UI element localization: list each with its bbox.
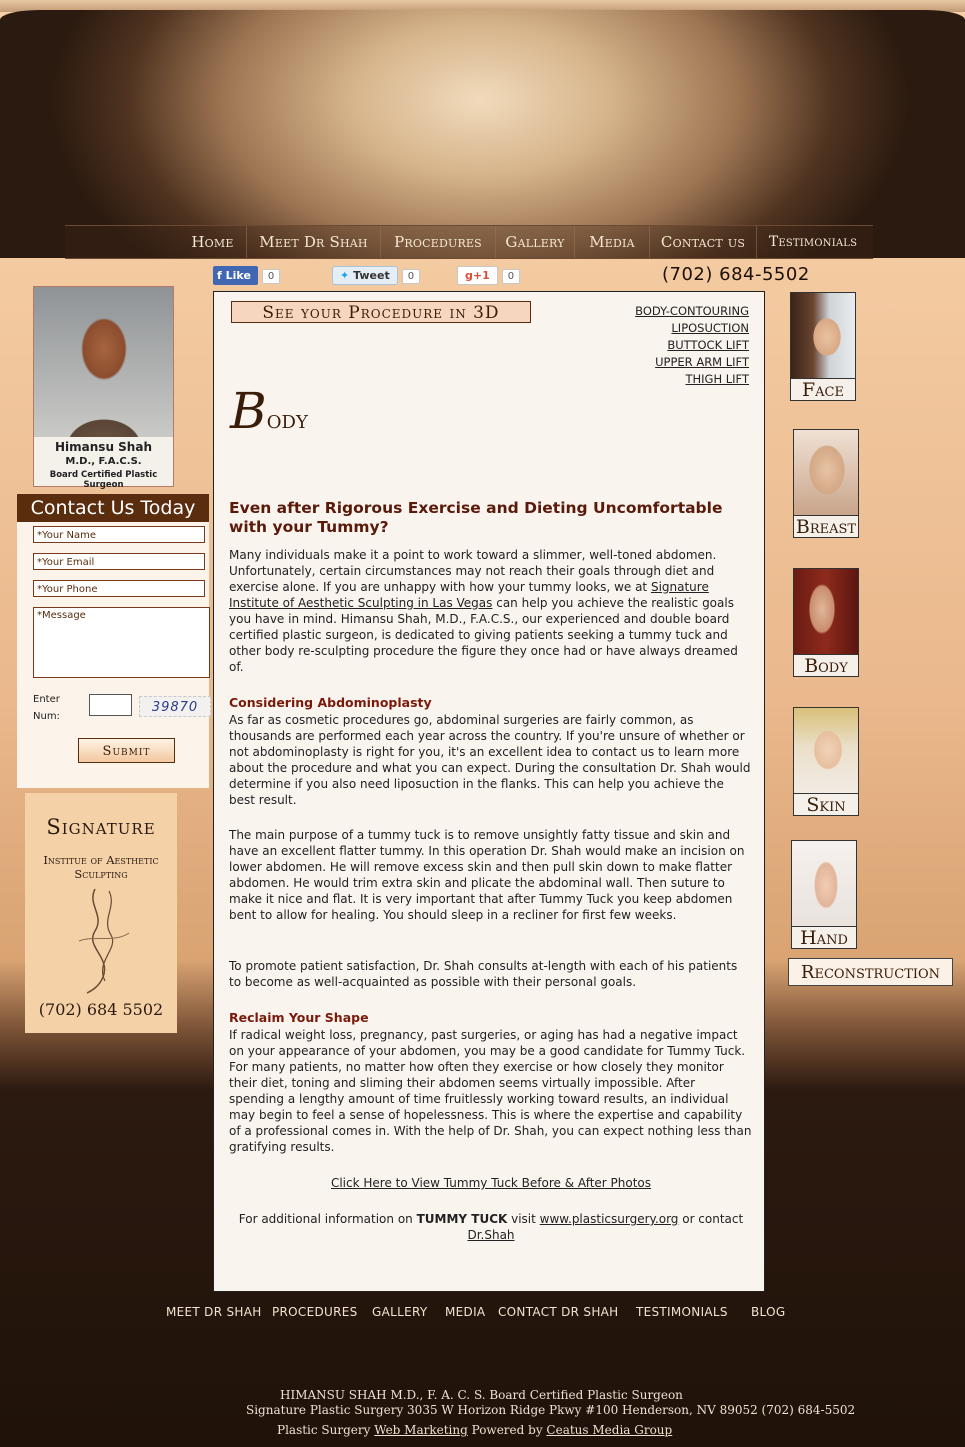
tweet-count: 0 <box>402 269 420 284</box>
category-body[interactable] <box>793 568 859 677</box>
doctor-photo-card[interactable] <box>33 286 174 490</box>
page-title-initial: B <box>230 382 267 440</box>
twitter-bird-icon: ✦ <box>340 269 350 282</box>
nav-contact-us[interactable]: Contact us <box>649 226 756 258</box>
footer-link-contact[interactable]: CONTACT DR SHAH <box>498 1305 619 1319</box>
body-image <box>794 569 858 655</box>
footer-link-media[interactable]: MEDIA <box>445 1305 486 1319</box>
procedure-3d-button[interactable]: See your Procedure in 3D <box>231 301 531 323</box>
info-text-a: For additional information on <box>238 1212 417 1226</box>
plusone-count: 0 <box>502 269 520 284</box>
message-field[interactable]: *Message <box>33 607 210 678</box>
category-skin-label: Skin <box>794 793 858 815</box>
link-liposuction[interactable]: LIPOSUCTION <box>671 321 749 335</box>
before-after-photos-link-row <box>229 1175 753 1191</box>
captcha-input[interactable] <box>89 694 132 716</box>
main-nav <box>65 225 873 259</box>
subheading-abdominoplasty: Considering Abdominoplasty <box>229 695 432 710</box>
category-face[interactable] <box>790 292 856 401</box>
subheading-reclaim-shape: Reclaim Your Shape <box>229 1010 369 1025</box>
like-label: Like <box>225 269 251 282</box>
header-phone[interactable]: (702) 684-5502 <box>662 264 810 285</box>
doctor-name: Himansu Shah <box>55 440 152 454</box>
submit-button[interactable]: Submit <box>78 738 175 763</box>
page-title-rest: ody <box>266 405 308 435</box>
footer-link-procedures[interactable]: PROCEDURES <box>272 1305 358 1319</box>
category-breast[interactable] <box>793 429 859 538</box>
doctor-title: Board Certified Plastic Surgeon <box>49 470 158 490</box>
facebook-icon: f <box>217 269 222 282</box>
ceatus-media-link[interactable]: Ceatus Media Group <box>546 1423 673 1437</box>
footer-link-testimonials[interactable]: TESTIMONIALS <box>636 1305 728 1319</box>
doctor-credentials: M.D., F.A.C.S. <box>65 456 142 467</box>
signature-subtitle: Institue of Aesthetic Sculpting <box>43 853 159 881</box>
footer-doctor-line: HIMANSU SHAH M.D., F. A. C. S. Board Certified Plastic Surgeon <box>280 1388 683 1402</box>
category-skin[interactable] <box>793 707 859 816</box>
facebook-like-button[interactable] <box>213 266 258 285</box>
captcha-label: Enter Num: <box>33 694 60 722</box>
satisfaction-paragraph: To promote patient satisfaction, Dr. Shah consults at-length with each of his patients to become as well-acquainted as possible with their personal goals. <box>229 959 738 989</box>
google-plus-widget[interactable] <box>457 266 520 286</box>
category-breast-label: Breast <box>795 516 857 538</box>
google-g-icon: g <box>465 269 473 282</box>
category-body-label: Body <box>794 654 858 676</box>
dr-shah-link[interactable]: Dr.Shah <box>467 1228 515 1242</box>
footer-address-line: Signature Plastic Surgery 3035 W Horizon Ridge Pkwy #100 Henderson, NV 89052 (702) 684-5502 <box>246 1403 856 1417</box>
skin-image <box>794 708 858 794</box>
additional-info <box>229 1211 753 1243</box>
contact-form-heading: Contact Us Today <box>17 494 209 522</box>
signature-brand: Signature <box>46 815 156 839</box>
intro-text-a: Many individuals make it a point to work toward a slimmer, well-toned abdomen. Unfortunately, certain circumstances may not reach their goals through diet and exercise alone. If you are unhappy with how your tummy looks, we at <box>229 548 717 594</box>
nav-gallery[interactable]: Gallery <box>495 226 574 258</box>
credits-text-b: Powered by <box>467 1423 547 1437</box>
plasticsurgery-org-link[interactable]: www.plasticsurgery.org <box>539 1212 679 1226</box>
info-procedure-name: TUMMY TUCK <box>416 1212 508 1226</box>
phone-field[interactable]: *Your Phone <box>33 580 205 597</box>
tweet-button[interactable] <box>332 266 398 285</box>
breast-image <box>794 430 858 516</box>
nav-meet-dr-shah[interactable]: Meet Dr Shah <box>246 226 380 258</box>
email-field[interactable]: *Your Email <box>33 553 205 570</box>
link-buttock-lift[interactable]: BUTTOCK LIFT <box>667 338 749 352</box>
footer-link-meet-dr-shah[interactable]: MEET DR SHAH <box>166 1305 262 1319</box>
page-title <box>230 382 308 440</box>
nav-home[interactable]: Home <box>191 233 234 251</box>
category-face-label: Face <box>791 378 855 400</box>
signature-institute-link[interactable]: Signature Institute of Aesthetic Sculpting in Las Vegas <box>229 580 709 610</box>
footer-link-gallery[interactable]: GALLERY <box>372 1305 428 1319</box>
nav-procedures[interactable]: Procedures <box>380 226 495 258</box>
nav-media[interactable]: Media <box>574 226 649 258</box>
link-thigh-lift[interactable]: THIGH LIFT <box>685 372 749 386</box>
web-marketing-link[interactable]: Web Marketing <box>374 1423 468 1437</box>
torso-sketch-icon <box>65 885 137 995</box>
before-after-photos-link[interactable]: Click Here to View Tummy Tuck Before & After Photos <box>330 1176 652 1190</box>
link-upper-arm-lift[interactable]: UPPER ARM LIFT <box>655 355 749 369</box>
info-text-c: or contact <box>678 1212 744 1226</box>
main-headline: Even after Rigorous Exercise and Dieting Uncomfortable with your Tummy? <box>229 499 723 536</box>
abdominoplasty-paragraph: As far as cosmetic procedures go, abdominal surgeries are fairly common, as thousands are performed each year across the country. If you're unsure of whether or not abdominoplasty is right for you, it's an excellent idea to contact us to learn more about the procedure and what you can expect. During the consultation Dr. Shah would determine if you also need liposuction in the flanks. This can help you achieve the best result. <box>229 713 751 807</box>
signature-logo-card[interactable] <box>25 793 177 1033</box>
captcha-image: 39870 <box>139 696 211 717</box>
doctor-portrait <box>34 287 173 437</box>
main-content <box>213 291 765 1292</box>
intro-paragraph <box>229 547 753 675</box>
intro-text-b: can help you achieve the realistic goals you have in mind. Himansu Shah, M.D., F.A.C.S., our experienced and double board certified plastic surgeon, is dedicated to giving patients seeking a tummy tuck and other body re-sculpting procedure the figure they once had or have always dreamed of. <box>229 596 738 674</box>
tweet-widget[interactable] <box>332 266 420 286</box>
plusone-label: +1 <box>472 269 490 282</box>
nav-testimonials[interactable]: Testimonials <box>756 226 869 258</box>
facebook-like-widget[interactable] <box>213 266 280 286</box>
link-body-contouring[interactable]: BODY-CONTOURING <box>635 304 749 318</box>
like-count: 0 <box>262 269 280 284</box>
face-image <box>791 293 855 379</box>
header-banner <box>0 10 965 258</box>
name-field[interactable]: *Your Name <box>33 526 205 543</box>
signature-phone: (702) 684 5502 <box>38 1000 164 1019</box>
contact-form <box>17 522 209 788</box>
reclaim-paragraph: If radical weight loss, pregnancy, past surgeries, or aging has had a negative impact on your appearance of your abdomen, you may be a good candidate for Tummy Tuck. For many patients, no matter how often they exercise or how closely they monitor their diet, toning and sliming their abdomen seems virtually impossible. After spending a lengthy amount of time fruitlessly working toward results, an individual may begin to feel a sense of hopelessness. This is where the expertise and capability of a professional comes in. With the help of Dr. Shah, you can expect nothing less than gratifying results. <box>229 1028 752 1154</box>
google-plus-button[interactable] <box>457 266 498 285</box>
hand-image <box>792 841 856 927</box>
procedure-paragraph: The main purpose of a tummy tuck is to remove unsightly fatty tissue and skin and have an excellent flatter tummy. In this operation Dr. Shah would make an incision on lower abdomen. He will remove excess skin and then pull skin down to make flatter abdomen. He would trim extra skin and plicate the abdominal wall. Then suture to make it nice and flat. It is very important that after Tummy Tuck you keep abdomen bent to allow for healing. You should sleep in a recliner for first few weeks. <box>229 828 745 922</box>
tweet-label: Tweet <box>353 269 390 282</box>
credits-text-a: Plastic Surgery <box>277 1423 375 1437</box>
footer-credits-line <box>277 1423 672 1437</box>
category-reconstruction[interactable]: Reconstruction <box>788 958 953 986</box>
category-hand[interactable] <box>791 840 857 949</box>
footer-link-blog[interactable]: BLOG <box>751 1305 786 1319</box>
category-hand-label: Hand <box>792 926 856 948</box>
info-text-b: visit <box>507 1212 540 1226</box>
